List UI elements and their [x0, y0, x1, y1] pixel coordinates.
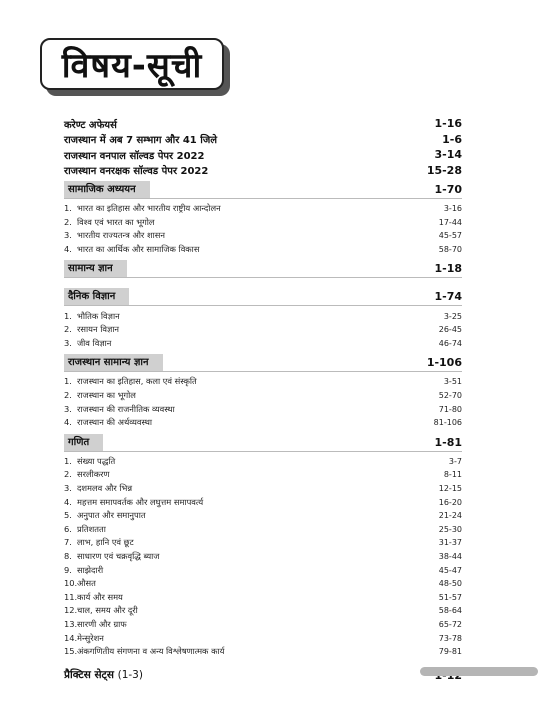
list-item-label-group: [64, 217, 155, 228]
section-items: [64, 202, 462, 256]
list-item[interactable]: [64, 482, 462, 496]
toc-entry-label: राजस्थान वनपाल सॉल्वड पेपर 2022: [64, 150, 205, 162]
list-item[interactable]: [64, 563, 462, 577]
list-item[interactable]: [64, 590, 462, 604]
list-item-number: 11.: [64, 591, 78, 602]
list-item-label-group: [64, 469, 110, 480]
list-item-label: जीव विज्ञान: [77, 337, 112, 348]
list-item[interactable]: [64, 229, 462, 243]
list-item-number: 1.: [64, 203, 72, 214]
list-item-number: 6.: [64, 523, 72, 534]
toc-entry[interactable]: [64, 132, 462, 148]
list-item-number: 1.: [64, 455, 72, 466]
practice-sub: (1-3): [117, 669, 143, 682]
list-item-pages: 58-64: [438, 606, 462, 616]
list-item[interactable]: [64, 337, 462, 351]
list-item-pages: 17-44: [438, 217, 462, 227]
list-item-label: राजस्थान की अर्थव्यवस्था: [77, 417, 153, 428]
toc-entry-pages: 1-6: [442, 132, 462, 146]
list-item-label-group: [64, 404, 175, 415]
section-header[interactable]: [64, 354, 462, 372]
list-item-number: 14.: [64, 632, 78, 643]
toc-entry-label: करेण्ट अफेयर्स: [64, 119, 117, 131]
list-item-label: प्रतिशतता: [77, 523, 106, 534]
list-item-pages: 51-57: [438, 592, 462, 602]
list-item-label-group: [64, 633, 104, 644]
list-item-label: राजस्थान की राजनीतिक व्यवस्था: [77, 403, 175, 414]
list-item-label-group: [64, 646, 224, 657]
toc-entry[interactable]: [64, 116, 462, 132]
list-item-label-group: [64, 203, 221, 214]
list-item-label: संख्या पद्धति: [77, 455, 116, 466]
list-item-label-group: [64, 311, 120, 322]
list-item-pages: 3-51: [443, 377, 462, 387]
list-item-label: कार्य और समय: [77, 591, 123, 602]
section-pages: 1-81: [434, 435, 462, 449]
section-pages: 1-74: [434, 290, 462, 304]
list-item-number: 4.: [64, 417, 72, 428]
list-item[interactable]: [64, 243, 462, 257]
list-item-label: भारत का इतिहास और भारतीय राष्ट्रीय आन्दोलन: [77, 203, 221, 214]
list-item-number: 3.: [64, 403, 72, 414]
list-item-number: 3.: [64, 337, 72, 348]
list-item-label: रसायन विज्ञान: [77, 324, 120, 335]
list-item-number: 15.: [64, 646, 78, 657]
list-item[interactable]: [64, 309, 462, 323]
list-item[interactable]: [64, 645, 462, 659]
section-title: सामाजिक अध्ययन: [64, 181, 150, 198]
list-item-label: भौतिक विज्ञान: [77, 310, 120, 321]
list-item[interactable]: [64, 631, 462, 645]
list-item-pages: 26-45: [438, 325, 462, 335]
list-item-pages: 45-57: [438, 231, 462, 241]
list-item-number: 10.: [64, 578, 78, 589]
list-item-pages: 38-44: [438, 551, 462, 561]
section-title: राजस्थान सामान्य ज्ञान: [64, 354, 163, 371]
list-item[interactable]: [64, 577, 462, 591]
list-item[interactable]: [64, 495, 462, 509]
list-item-number: 9.: [64, 564, 72, 575]
practice-label: प्रैक्टिस सेट्स: [64, 669, 114, 682]
list-item-label: सारणी और ग्राफ: [77, 618, 127, 629]
list-item-label-group: [64, 244, 199, 255]
list-item-pages: 48-50: [438, 579, 462, 589]
section-items: [64, 455, 462, 659]
list-item[interactable]: [64, 402, 462, 416]
list-item[interactable]: [64, 509, 462, 523]
list-item-label-group: [64, 524, 106, 535]
list-item-number: 2.: [64, 390, 72, 401]
list-item[interactable]: [64, 468, 462, 482]
toc-entry-label: राजस्थान वनरक्षक सॉल्वड पेपर 2022: [64, 166, 209, 178]
list-item-number: 13.: [64, 618, 78, 629]
list-item-label-group: [64, 578, 96, 589]
list-item-label: अनुपात और समानुपात: [77, 510, 146, 521]
list-item[interactable]: [64, 618, 462, 632]
section-title: गणित: [64, 434, 103, 451]
list-item-number: 2.: [64, 324, 72, 335]
section-header[interactable]: [64, 434, 462, 452]
list-item-number: 3.: [64, 483, 72, 494]
list-item-label: विश्व एवं भारत का भूगोल: [77, 216, 155, 227]
list-item-pages: 12-15: [438, 484, 462, 494]
list-item-label-group: [64, 619, 127, 630]
toc-entry-label: राजस्थान में अब 7 सम्भाग और 41 जिले: [64, 135, 218, 147]
list-item-label: राजस्थान का इतिहास, कला एवं संस्कृति: [77, 376, 197, 387]
list-item-pages: 16-20: [438, 497, 462, 507]
list-item-label: औसत: [77, 578, 96, 589]
list-item-number: 1.: [64, 376, 72, 387]
list-item[interactable]: [64, 604, 462, 618]
list-item-label-group: [64, 510, 146, 521]
list-item-label: मेन्सुरेशन: [77, 632, 104, 643]
list-item[interactable]: [64, 375, 462, 389]
list-item-label: दशमलव और भिन्न: [77, 483, 133, 494]
section-title: सामान्य ज्ञान: [64, 260, 127, 277]
section-header[interactable]: [64, 181, 462, 199]
list-item-number: 4.: [64, 244, 72, 255]
section-items: [64, 309, 462, 350]
section-items: [64, 375, 462, 429]
list-item-label: सरलीकरण: [77, 469, 110, 480]
table-of-contents: [64, 116, 462, 684]
list-item[interactable]: [64, 455, 462, 469]
list-item[interactable]: [64, 536, 462, 550]
list-item-label: लाभ, हानि एवं छूट: [77, 537, 134, 548]
list-item[interactable]: [64, 523, 462, 537]
list-item-pages: 46-74: [438, 338, 462, 348]
list-item-label-group: [64, 592, 123, 603]
section-pages: 1-18: [434, 262, 462, 276]
list-item-label: अंकगणितीय संगणना व अन्य विश्लेषणात्मक कार्य: [77, 646, 225, 657]
list-item-label: चाल, समय और दूरी: [77, 605, 138, 616]
list-item[interactable]: [64, 216, 462, 230]
list-item-label-group: [64, 551, 159, 562]
list-item-number: 5.: [64, 510, 72, 521]
list-item-pages: 45-47: [438, 565, 462, 575]
list-item[interactable]: [64, 550, 462, 564]
toc-entry-pages: 1-16: [434, 117, 462, 131]
list-item-pages: 31-37: [438, 538, 462, 548]
list-item-pages: 8-11: [443, 470, 462, 480]
list-item-label: भारत का आर्थिक और सामाजिक विकास: [77, 244, 200, 255]
section-header[interactable]: [64, 260, 462, 278]
section-title: दैनिक विज्ञान: [64, 288, 129, 305]
list-item[interactable]: [64, 323, 462, 337]
list-item-number: 4.: [64, 496, 72, 507]
list-item-label: साझेदारी: [77, 564, 104, 575]
list-item[interactable]: [64, 416, 462, 430]
list-item-label: भारतीय राज्यतन्त्र और शासन: [77, 230, 165, 241]
practice-sets-entry[interactable]: [64, 666, 462, 684]
list-item-number: 7.: [64, 537, 72, 548]
list-item-label-group: [64, 605, 138, 616]
list-item-label-group: [64, 338, 111, 349]
section-items: [64, 281, 462, 284]
page-title: विषय-सूची: [40, 38, 224, 90]
list-item-label-group: [64, 537, 134, 548]
toc-entry-pages: 15-28: [426, 163, 462, 177]
list-item[interactable]: [64, 389, 462, 403]
list-item-label-group: [64, 565, 103, 576]
list-item-number: 8.: [64, 550, 72, 561]
toc-entry-pages: 3-14: [434, 148, 462, 162]
list-item-number: 2.: [64, 216, 72, 227]
section-header[interactable]: [64, 288, 462, 306]
list-item-number: 1.: [64, 310, 72, 321]
list-item-label-group: [64, 390, 136, 401]
list-item-pages: 81-106: [433, 418, 462, 428]
list-item-pages: 3-7: [448, 456, 462, 466]
list-item-pages: 73-78: [438, 633, 462, 643]
list-item-pages: 52-70: [438, 391, 462, 401]
list-item-pages: 58-70: [438, 245, 462, 255]
list-item-number: 3.: [64, 230, 72, 241]
scrollbar-thumb[interactable]: [420, 667, 538, 676]
list-item-number: 2.: [64, 469, 72, 480]
practice-label-group: [64, 668, 143, 682]
list-item[interactable]: [64, 202, 462, 216]
list-item-label-group: [64, 497, 203, 508]
list-item-pages: 21-24: [438, 511, 462, 521]
title-banner: [40, 38, 230, 96]
list-item-label-group: [64, 456, 115, 467]
list-item-pages: 65-72: [438, 619, 462, 629]
list-item-label: राजस्थान का भूगोल: [77, 390, 136, 401]
list-item-label: महत्तम समापवर्तक और लघुत्तम समापवर्त्य: [77, 496, 204, 507]
list-item-label-group: [64, 376, 197, 387]
list-item-label-group: [64, 483, 132, 494]
section-pages: 1-106: [426, 356, 462, 370]
section-pages: 1-70: [434, 183, 462, 196]
list-item-pages: 3-16: [443, 204, 462, 214]
list-item-label: साधारण एवं चक्रवृद्धि ब्याज: [77, 550, 160, 561]
list-item-pages: 79-81: [438, 647, 462, 657]
list-item-label-group: [64, 230, 165, 241]
list-item-label-group: [64, 324, 119, 335]
toc-entry[interactable]: [64, 163, 462, 179]
list-item-pages: 3-25: [443, 311, 462, 321]
toc-entry[interactable]: [64, 147, 462, 163]
list-item-number: 12.: [64, 605, 78, 616]
list-item-pages: 25-30: [438, 524, 462, 534]
list-item-label-group: [64, 417, 152, 428]
list-item-pages: 71-80: [438, 404, 462, 414]
